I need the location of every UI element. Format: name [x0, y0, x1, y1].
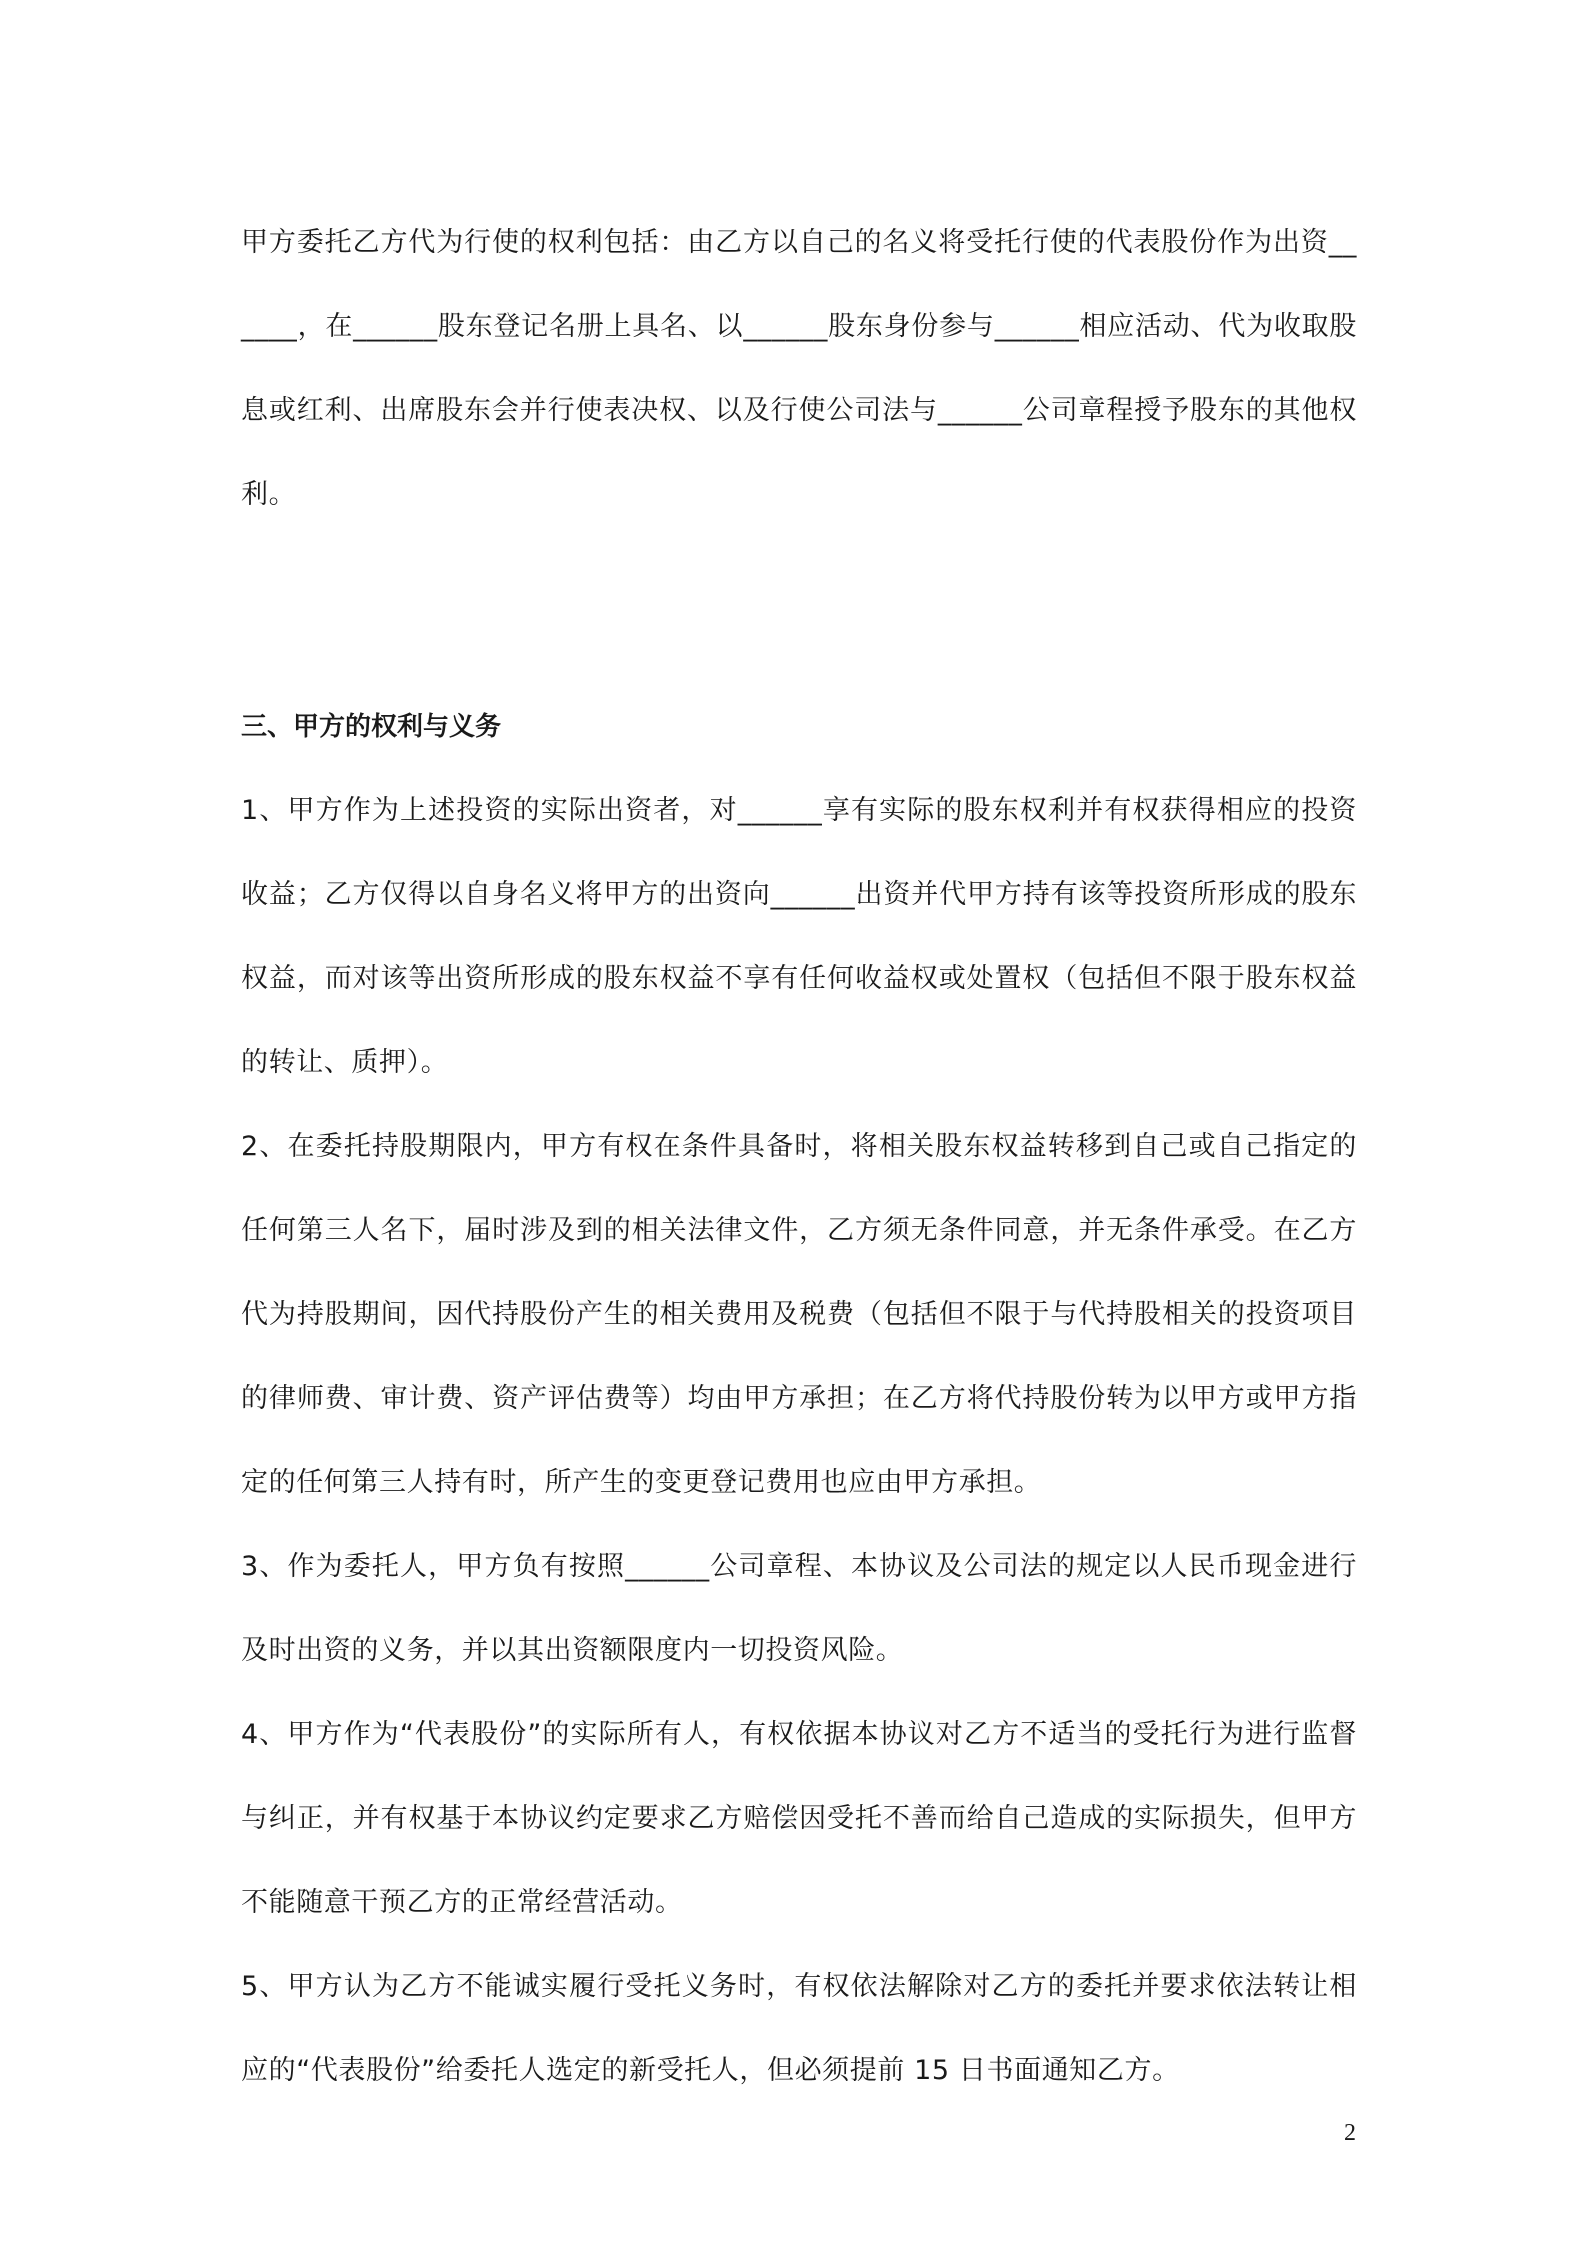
clause-1: 1、甲方作为上述投资的实际出资者，对______享有实际的股东权利并有权获得相应的投资收益；乙方仅得以自身名义将甲方的出资向______出资并代甲方持有该等投资所形成的股东权益，而对该等出资所形成的股东权益不享有任何收益权或处置权（包括但不限于股东权益的转让、质押）。	[241, 795, 1357, 1078]
document-body	[241, 201, 1357, 2113]
section-heading: 三、甲方的权利与义务	[241, 712, 502, 742]
clause-3: 3、作为委托人，甲方负有按照______公司章程、本协议及公司法的规定以人民币现金进行及时出资的义务，并以其出资额限度内一切投资风险。	[241, 1551, 1357, 1666]
clause-5: 5、甲方认为乙方不能诚实履行受托义务时，有权依法解除对乙方的委托并要求依法转让相应的“代表股份”给委托人选定的新受托人，但必须提前 15 日书面通知乙方。	[241, 1971, 1357, 2086]
page-number: 2	[1344, 2120, 1356, 2146]
clause-4: 4、甲方作为“代表股份”的实际所有人，有权依据本协议对乙方不适当的受托行为进行监督与纠正，并有权基于本协议约定要求乙方赔偿因受托不善而给自己造成的实际损失，但甲方不能随意干预乙方的正常经营活动。	[241, 1719, 1357, 1918]
intro-paragraph: 甲方委托乙方代为行使的权利包括：由乙方以自己的名义将受托行使的代表股份作为出资______，在______股东登记名册上具名、以______股东身份参与______相应活动、代为收取股息或红利、出席股东会并行使表决权、以及行使公司法与______公司章程授予股东的其他权利。	[241, 227, 1357, 510]
clause-2: 2、在委托持股期限内，甲方有权在条件具备时，将相关股东权益转移到自己或自己指定的任何第三人名下，届时涉及到的相关法律文件，乙方须无条件同意，并无条件承受。在乙方代为持股期间，因代持股份产生的相关费用及税费（包括但不限于与代持股相关的投资项目的律师费、审计费、资产评估费等）均由甲方承担；在乙方将代持股份转为以甲方或甲方指定的任何第三人持有时，所产生的变更登记费用也应由甲方承担。	[241, 1131, 1357, 1498]
section-spacer	[241, 537, 1357, 685]
